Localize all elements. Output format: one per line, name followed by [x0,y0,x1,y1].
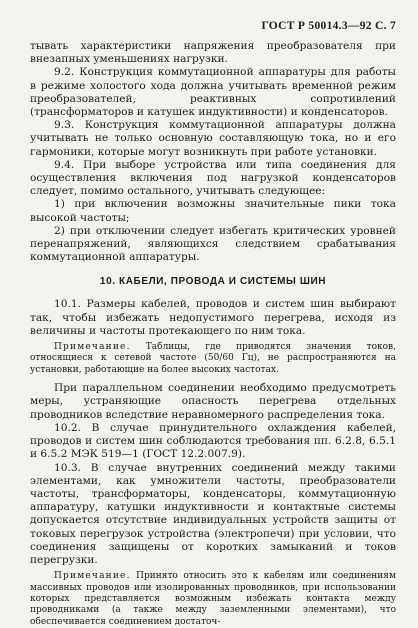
list-item-1: 1) при включении возможны значительные пики тока высокой частоты; [30,198,396,224]
note-1-text: Таблицы, где приводятся значения токов, относящиеся к сетевой частоте (50/60 Гц), не распространяются на установки, работающие на более высоких частотах. [30,342,396,375]
paragraph-9-2: 9.2. Конструкция коммутационной аппаратуры для работы в режиме холостого хода должна учитывать временной режим преобразователей, реактивных сопротивлений (трансформаторов и катушек индуктивности) и конденсаторов. [30,66,396,119]
page-header: ГОСТ Р 50014.3—92 С. 7 [261,20,396,32]
note-1 [30,342,396,376]
note-2-text: Принято относить это к кабелям или соединениям массивных проводов или изолированных проводников, при использовании которых представляется возможным избежать контакта между проводниками (а также между заземленными элементами), что обеспечивается соединением достаточ- [30,571,396,627]
document-body [30,40,396,628]
paragraph-9-3: 9.3. Конструкция коммутационной аппаратуры должна учитывать не только основную составляющую тока, но и его гармоники, которые могут возникнуть при работе установки. [30,119,396,158]
paragraph-parallel: При параллельном соединении необходимо предусмотреть меры, устраняющие опасность перегрева отдельных проводников вследствие неравномерного распределения тока. [30,382,396,421]
section-title: 10. КАБЕЛИ, ПРОВОДА И СИСТЕМЫ ШИН [99,276,327,288]
paragraph-10-1: 10.1. Размеры кабелей, проводов и систем шин выбирают так, чтобы избежать недопустимого перегрева, исходя из величины и частоты протекающего по ним тока. [30,298,396,337]
paragraph-9-4: 9.4. При выборе устройства или типа соединения для осуществления включения под нагрузкой конденсаторов следует, помимо остального, учитывать следующее: [30,158,396,198]
list-item-2: 2) при отключении следует избегать критических уровней перенапряжений, являющихся следствием срабатывания коммутационной аппаратуры. [30,224,396,264]
paragraph-10-3: 10.3. В случае внутренних соединений между такими элементами, как умножители частоты, преобразователи частоты, трансформаторы, конденсаторы, коммутационную аппаратуру, катушки индуктивности и контактные системы допускается отсутствие индивидуальных устройств защиты от токовых перегрузок устройства (электропечи) при условии, что соединения защищены от коротких замыканий и токов перегрузки. [30,461,396,566]
note-2-lead: Примечание. [54,571,131,582]
paragraph-10-2: 10.2. В случае принудительного охлаждения кабелей, проводов и систем шин соблюдаются требования пп. 6.2.8, 6.5.1 и 6.5.2 МЭК 519—1 (ГОСТ 12.2.007.9). [30,421,396,461]
paragraph-continuation: тывать характеристики напряжения преобразователя при внезапных уменьшениях нагрузки. [30,40,396,66]
note-1-lead: Примечание. [54,342,131,353]
note-2 [30,571,396,628]
